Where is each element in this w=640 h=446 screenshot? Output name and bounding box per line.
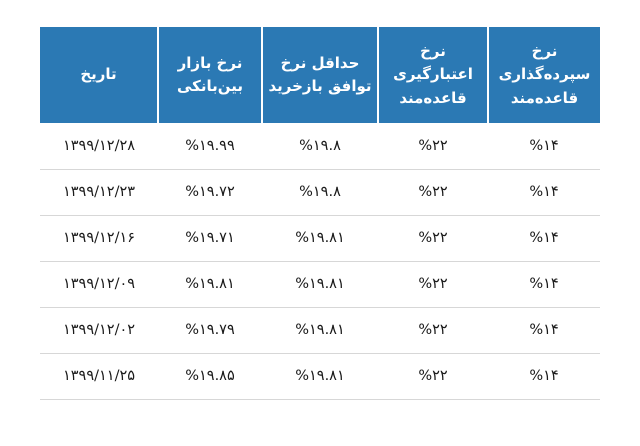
cell-interbank-rate: %۱۹.۸۵ (158, 353, 262, 399)
interest-rates-table (40, 27, 600, 400)
column-header-deposit-rate: نرخ سپرده‌گذاری قاعده‌مند (488, 27, 600, 123)
cell-repo-min-rate: %۱۹.۸ (262, 123, 378, 169)
cell-deposit-rate: %۱۴ (488, 123, 600, 169)
cell-interbank-rate: %۱۹.۹۹ (158, 123, 262, 169)
table-row (40, 169, 600, 215)
header-row (40, 27, 600, 123)
cell-interbank-rate: %۱۹.۸۱ (158, 261, 262, 307)
cell-deposit-rate: %۱۴ (488, 353, 600, 399)
cell-repo-min-rate: %۱۹.۸۱ (262, 215, 378, 261)
cell-date: ۱۳۹۹/۱۲/۰۹ (40, 261, 158, 307)
cell-credit-rate: %۲۲ (378, 215, 488, 261)
table-row (40, 215, 600, 261)
column-header-interbank-rate: نرخ بازار بین‌بانکی (158, 27, 262, 123)
cell-credit-rate: %۲۲ (378, 123, 488, 169)
cell-deposit-rate: %۱۴ (488, 307, 600, 353)
table-body (40, 123, 600, 399)
cell-date: ۱۳۹۹/۱۱/۲۵ (40, 353, 158, 399)
cell-repo-min-rate: %۱۹.۸۱ (262, 353, 378, 399)
cell-credit-rate: %۲۲ (378, 169, 488, 215)
cell-repo-min-rate: %۱۹.۸۱ (262, 261, 378, 307)
cell-repo-min-rate: %۱۹.۸ (262, 169, 378, 215)
cell-deposit-rate: %۱۴ (488, 215, 600, 261)
cell-credit-rate: %۲۲ (378, 307, 488, 353)
table-row (40, 123, 600, 169)
cell-credit-rate: %۲۲ (378, 261, 488, 307)
table-row (40, 261, 600, 307)
cell-date: ۱۳۹۹/۱۲/۲۳ (40, 169, 158, 215)
cell-credit-rate: %۲۲ (378, 353, 488, 399)
cell-deposit-rate: %۱۴ (488, 169, 600, 215)
cell-date: ۱۳۹۹/۱۲/۱۶ (40, 215, 158, 261)
column-header-credit-rate: نرخ اعتبارگیری قاعده‌مند (378, 27, 488, 123)
cell-repo-min-rate: %۱۹.۸۱ (262, 307, 378, 353)
cell-date: ۱۳۹۹/۱۲/۲۸ (40, 123, 158, 169)
cell-interbank-rate: %۱۹.۷۱ (158, 215, 262, 261)
cell-interbank-rate: %۱۹.۷۹ (158, 307, 262, 353)
table-row (40, 307, 600, 353)
cell-deposit-rate: %۱۴ (488, 261, 600, 307)
cell-interbank-rate: %۱۹.۷۲ (158, 169, 262, 215)
table-row (40, 353, 600, 399)
column-header-repo-min-rate: حداقل نرخ توافق بازخرید (262, 27, 378, 123)
cell-date: ۱۳۹۹/۱۲/۰۲ (40, 307, 158, 353)
column-header-date: تاریخ (40, 27, 158, 123)
table-header (40, 27, 600, 123)
